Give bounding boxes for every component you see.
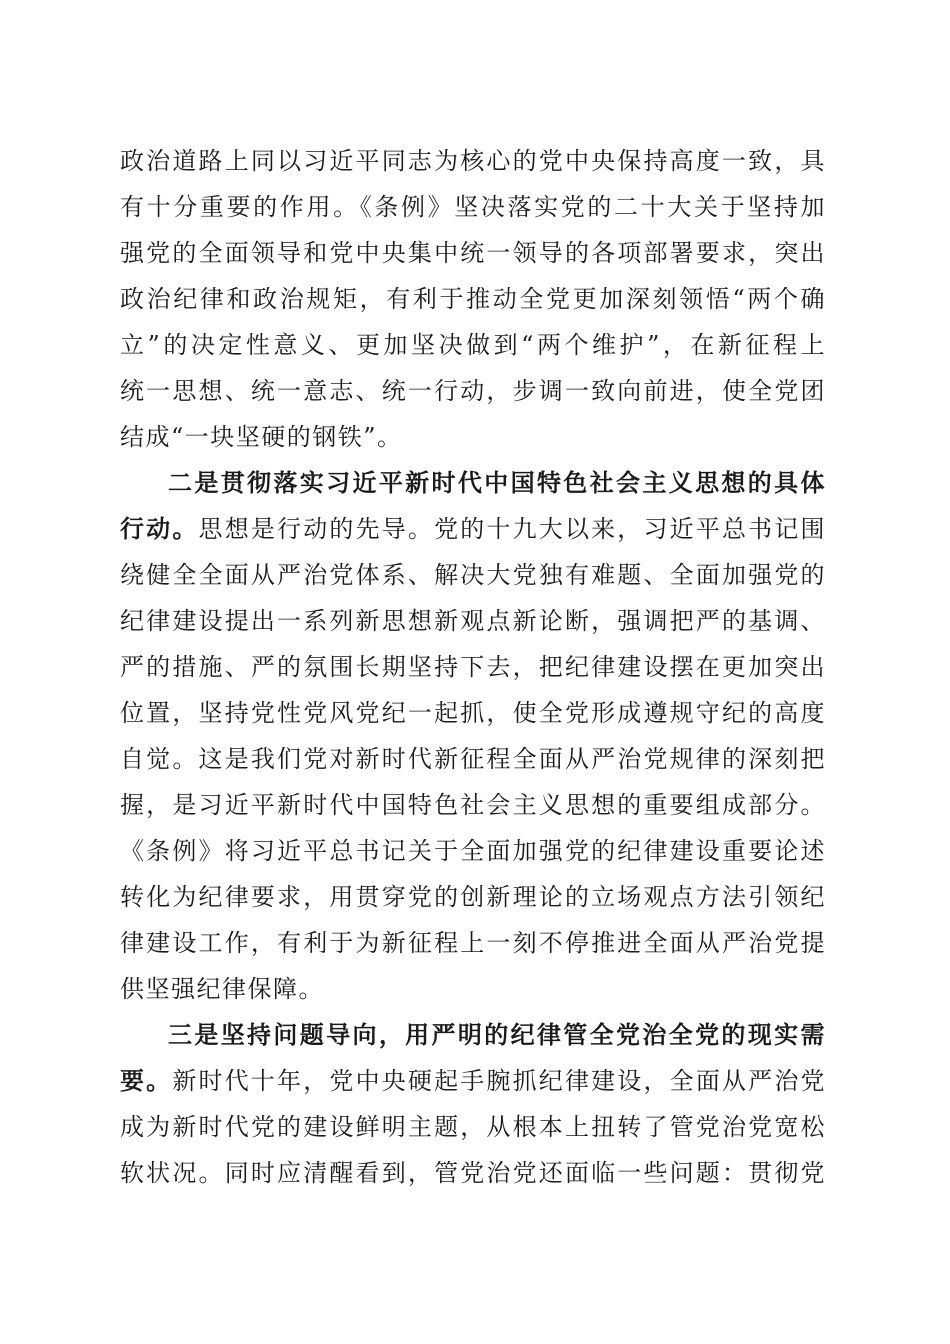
- text-line: 结成“一块坚硬的钢铁”。: [120, 423, 403, 451]
- text-line: 政治纪律和政治规矩，有利于推动全党更加深刻领悟“两个确: [120, 285, 826, 313]
- text-line: 立”的决定性意义、更加坚决做到“两个维护”，在新征程上: [120, 331, 826, 359]
- text-line: 握，是习近平新时代中国特色社会主义思想的重要组成部分。: [120, 791, 826, 819]
- text-line: 严的措施、严的氛围长期坚持下去，把纪律建设摆在更加突出: [120, 653, 826, 681]
- text-line: 自觉。这是我们党对新时代新征程全面从严治党规律的深刻把: [120, 745, 826, 773]
- text-line: 律建设工作，有利于为新征程上一刻不停推进全面从严治党提: [120, 929, 826, 957]
- text-line: 《条例》将习近平总书记关于全面加强党的纪律建设重要论述: [120, 837, 826, 865]
- paragraph-heading-line: [120, 1012, 826, 1058]
- text-line: 政治道路上同以习近平同志为核心的党中央保持高度一致，具: [120, 147, 826, 175]
- text-line: 软状况。同时应清醒看到，管党治党还面临一些问题：贯彻党: [120, 1159, 826, 1187]
- text-line: 供坚强纪律保障。: [120, 975, 324, 1003]
- paragraph-heading-end: 要。: [120, 1066, 173, 1095]
- text-run: 思想是行动的先导。党的十九大以来，习近平总书记围: [198, 515, 827, 543]
- paragraph-heading: 三是坚持问题导向，用严明的纪律管全党治全党的现实需: [168, 1020, 826, 1049]
- paragraph-heading-end: 行动。: [120, 514, 199, 543]
- paragraph-heading-line: [120, 460, 826, 506]
- text-line: 强党的全面领导和党中央集中统一领导的各项部署要求，突出: [120, 239, 826, 267]
- text-line: 有十分重要的作用。《条例》坚决落实党的二十大关于坚持加: [120, 193, 826, 221]
- text-line: [120, 506, 826, 552]
- text-line: 纪律建设提出一系列新思想新观点新论断，强调把严的基调、: [120, 607, 826, 635]
- text-run: 新时代十年，党中央硬起手腕抓纪律建设，全面从严治党: [172, 1067, 827, 1095]
- text-line: [120, 1058, 826, 1104]
- paragraph-heading: 二是贯彻落实习近平新时代中国特色社会主义思想的具体: [168, 468, 826, 497]
- body-text: [120, 138, 826, 1196]
- text-line: 转化为纪律要求，用贯穿党的创新理论的立场观点方法引领纪: [120, 883, 826, 911]
- text-line: 统一思想、统一意志、统一行动，步调一致向前进，使全党团: [120, 377, 826, 405]
- text-line: 成为新时代党的建设鲜明主题，从根本上扭转了管党治党宽松: [120, 1113, 826, 1141]
- text-line: 位置，坚持党性党风党纪一起抓，使全党形成遵规守纪的高度: [120, 699, 826, 727]
- text-line: 绕健全全面从严治党体系、解决大党独有难题、全面加强党的: [120, 561, 826, 589]
